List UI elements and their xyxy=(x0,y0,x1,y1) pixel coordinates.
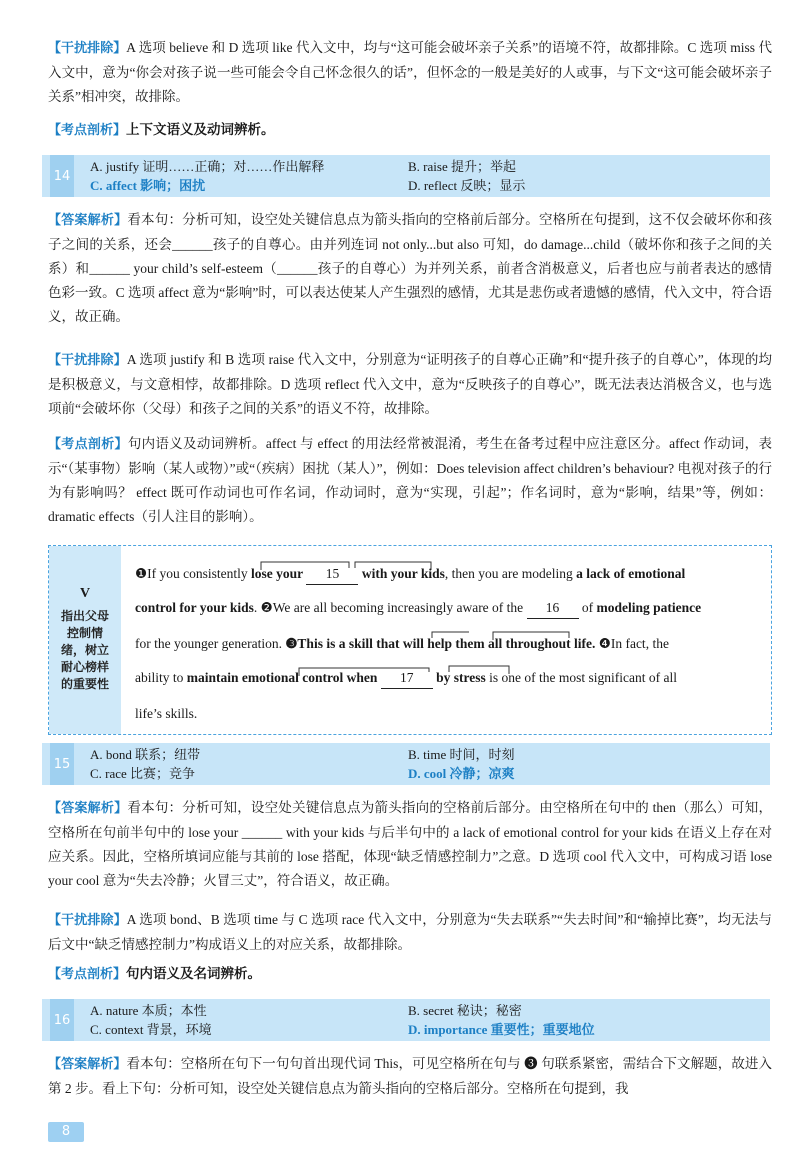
blank-17: 17 xyxy=(381,668,433,689)
answer-text: 看本句：分析可知，设空处关键信息点为箭头指向的空格前后部分。由空格所在句中的 then（那么）可知，空格所在句前半句中的 lose your ______ with your kids 与后半句中的 a lack of emotional control for your kids 在语义上存在对应关系。因此，空格所填词应能与其前的 lose 搭配，体现“缺乏情感控制力”之意。D 选项 cool 代入文中，可构成习语 lose your cool 意为“失去冷静；火冒三丈”，符合语义，故正确。 xyxy=(48,800,772,888)
keyword-lack-of-emotional: a lack of emotional xyxy=(576,566,686,581)
passage-line-4 xyxy=(135,668,761,689)
option-d: D. reflect 反映；显示 xyxy=(408,178,526,193)
interference-text: A 选项 bond、B 选项 time 与 C 选项 race 代入文中，分别意为“失去联系”“失去时间”和“输掉比赛”，均无法与后文中“缺乏情感控制力”构成语义上的对应关系，故都排除。 xyxy=(48,912,772,952)
interference-analysis-14 xyxy=(48,348,772,421)
options-box-16 xyxy=(42,999,770,1041)
sentence-1-mid: , then you are modeling xyxy=(444,566,577,581)
question-number: 15 xyxy=(50,743,74,785)
keypoint-14 xyxy=(48,432,772,529)
answer-analysis-14 xyxy=(48,208,772,329)
keypoint-text: 句内语义及动词辨析。affect 与 effect 的用法经常被混淆，考生在备考过程中应注意区分。affect 作动词，表示“（某事物）影响（某人或物）”或“（疾病）困扰（某人）”，例如：Does television affect children’s behaviour? 电视对孩子的行为有影响吗？ effect 既可作动词也可作名词，作动词时，意为“实现，引起”；作名词时，意为“影响，结果”等，例如：dramatic effects（引人注目的影响）。 xyxy=(48,436,772,524)
option-a: A. nature 本质；本性 xyxy=(90,1003,207,1018)
answer-text: 看本句：空格所在句下一句句首出现代词 This，可见空格所在句与 ❸ 句联系紧密，需结合下文解题，故进入第 2 步。看上下句：分析可知，设空处关键信息点为箭头指向的空格后部分。空格所在句提到，我 xyxy=(48,1056,772,1096)
option-c: C. context 背景，环境 xyxy=(90,1022,212,1037)
answer-label: 【答案解析】 xyxy=(48,801,128,816)
passage-line-2 xyxy=(135,598,761,619)
keypoint-label: 【考点剖析】 xyxy=(48,123,127,138)
page-number: 8 xyxy=(48,1122,84,1142)
option-c: C. race 比赛；竞争 xyxy=(90,766,196,781)
sentence-4-end: is one of the most significant of all xyxy=(485,670,677,685)
option-d: D. cool 冷静；凉爽 xyxy=(408,766,515,781)
answer-label: 【答案解析】 xyxy=(48,1057,127,1072)
question-number: 16 xyxy=(50,999,74,1041)
passage-v-box xyxy=(48,545,772,735)
keypoint-text: 上下文语义及动词辨析。 xyxy=(126,122,275,137)
interference-analysis-13 xyxy=(48,36,772,109)
answer-analysis-15 xyxy=(48,796,772,893)
option-d: D. importance 重要性；重要地位 xyxy=(408,1022,595,1037)
answer-label: 【答案解析】 xyxy=(48,213,128,228)
keypoint-label: 【考点剖析】 xyxy=(48,967,127,982)
keypoint-15 xyxy=(48,962,772,987)
keyword-control-for-kids: control for your kids xyxy=(135,600,254,615)
keyword-maintain-control: maintain emotional control when xyxy=(186,670,378,685)
keyword-by-stress: by stress xyxy=(436,670,486,685)
keypoint-text: 句内语义及名词辨析。 xyxy=(126,966,262,981)
sentence-2-of: of xyxy=(581,600,594,615)
interference-text: A 选项 justify 和 B 选项 raise 代入文中，分别意为“证明孩子的自尊心正确”和“提升孩子的自尊心”，体现的均是积极意义，与文意相悖，故都排除。D 选项 reflect 代入文中，意为“反映孩子的自尊心”，既无法表达消极含义，也与选项前“会破坏你（父母）和孩子之间的关系”的语义不符，故排除。 xyxy=(48,352,772,416)
passage-line-3 xyxy=(135,634,761,654)
passage-numeral: V xyxy=(79,586,91,601)
option-a: A. bond 联系；纽带 xyxy=(90,747,201,762)
sentence-4-start: ❹In fact, the xyxy=(595,636,669,651)
passage-line-1 xyxy=(135,564,761,585)
option-b: B. raise 提升；举起 xyxy=(408,159,516,174)
answer-analysis-16 xyxy=(48,1052,772,1101)
interference-label: 【干扰排除】 xyxy=(48,41,127,56)
option-b: B. time 时间，时刻 xyxy=(408,747,515,762)
question-number: 14 xyxy=(50,155,74,197)
interference-analysis-15 xyxy=(48,908,772,957)
interference-text: A 选项 believe 和 D 选项 like 代入文中，均与“这可能会破坏亲子关系”的语境不符，故都排除。C 选项 miss 代入文中，意为“你会对孩子说一些可能会令自己怀念很久的话”，但怀念的一般是美好的人或事，与下文“这可能会破坏亲子关系”相冲突，故排除。 xyxy=(48,40,772,104)
keypoint-13 xyxy=(48,118,772,143)
keyword-modeling-patience: modeling patience xyxy=(596,600,702,615)
keypoint-label: 【考点剖析】 xyxy=(48,437,128,452)
keyword-with-your-kids: with your kids xyxy=(361,566,445,581)
sentence-2-start: . ❷We are all becoming increasingly aware of the xyxy=(253,600,524,615)
passage-line-5 xyxy=(135,704,761,724)
options-box-14 xyxy=(42,155,770,197)
blank-15: 15 xyxy=(306,564,358,585)
option-c: C. affect 影响；困扰 xyxy=(90,178,206,193)
option-b: B. secret 秘诀；秘密 xyxy=(408,1003,522,1018)
options-box-15 xyxy=(42,743,770,785)
answer-text: 看本句：分析可知，设空处关键信息点为箭头指向的空格前后部分。空格所在句提到，这不仅会破坏你和孩子之间的关系，还会______孩子的自尊心。由并列连词 not only...but also 可知，do damage...child（破坏你和孩子之间的关系）和______ your child’s self-esteem（______孩子的自尊心）为并列关系，前者含消极意义，后者也应与前者表达的感情色彩一致。C 选项 affect 意为“影响”时，可以表达使某人产生强烈的感情，尤其是悲伤或者遗憾的感情，代入文中，符合语义，故正确。 xyxy=(48,212,772,324)
passage-side-title: 指出父母控制情绪，树立耐心榜样的重要性 xyxy=(60,609,109,691)
interference-label: 【干扰排除】 xyxy=(48,353,127,368)
sentence-3: ❸This is a skill that will help them all throughout life. xyxy=(285,636,596,651)
sentence-4-last: life’s skills. xyxy=(135,706,198,721)
sentence-2-end: for the younger generation. xyxy=(135,636,286,651)
keyword-lose-your: lose your xyxy=(250,566,304,581)
blank-16: 16 xyxy=(527,598,579,619)
sentence-1-start: ❶If you consistently xyxy=(135,566,251,581)
option-a: A. justify 证明……正确；对……作出解释 xyxy=(90,159,325,174)
sentence-4-ability: ability to xyxy=(135,670,187,685)
interference-label: 【干扰排除】 xyxy=(48,913,127,928)
